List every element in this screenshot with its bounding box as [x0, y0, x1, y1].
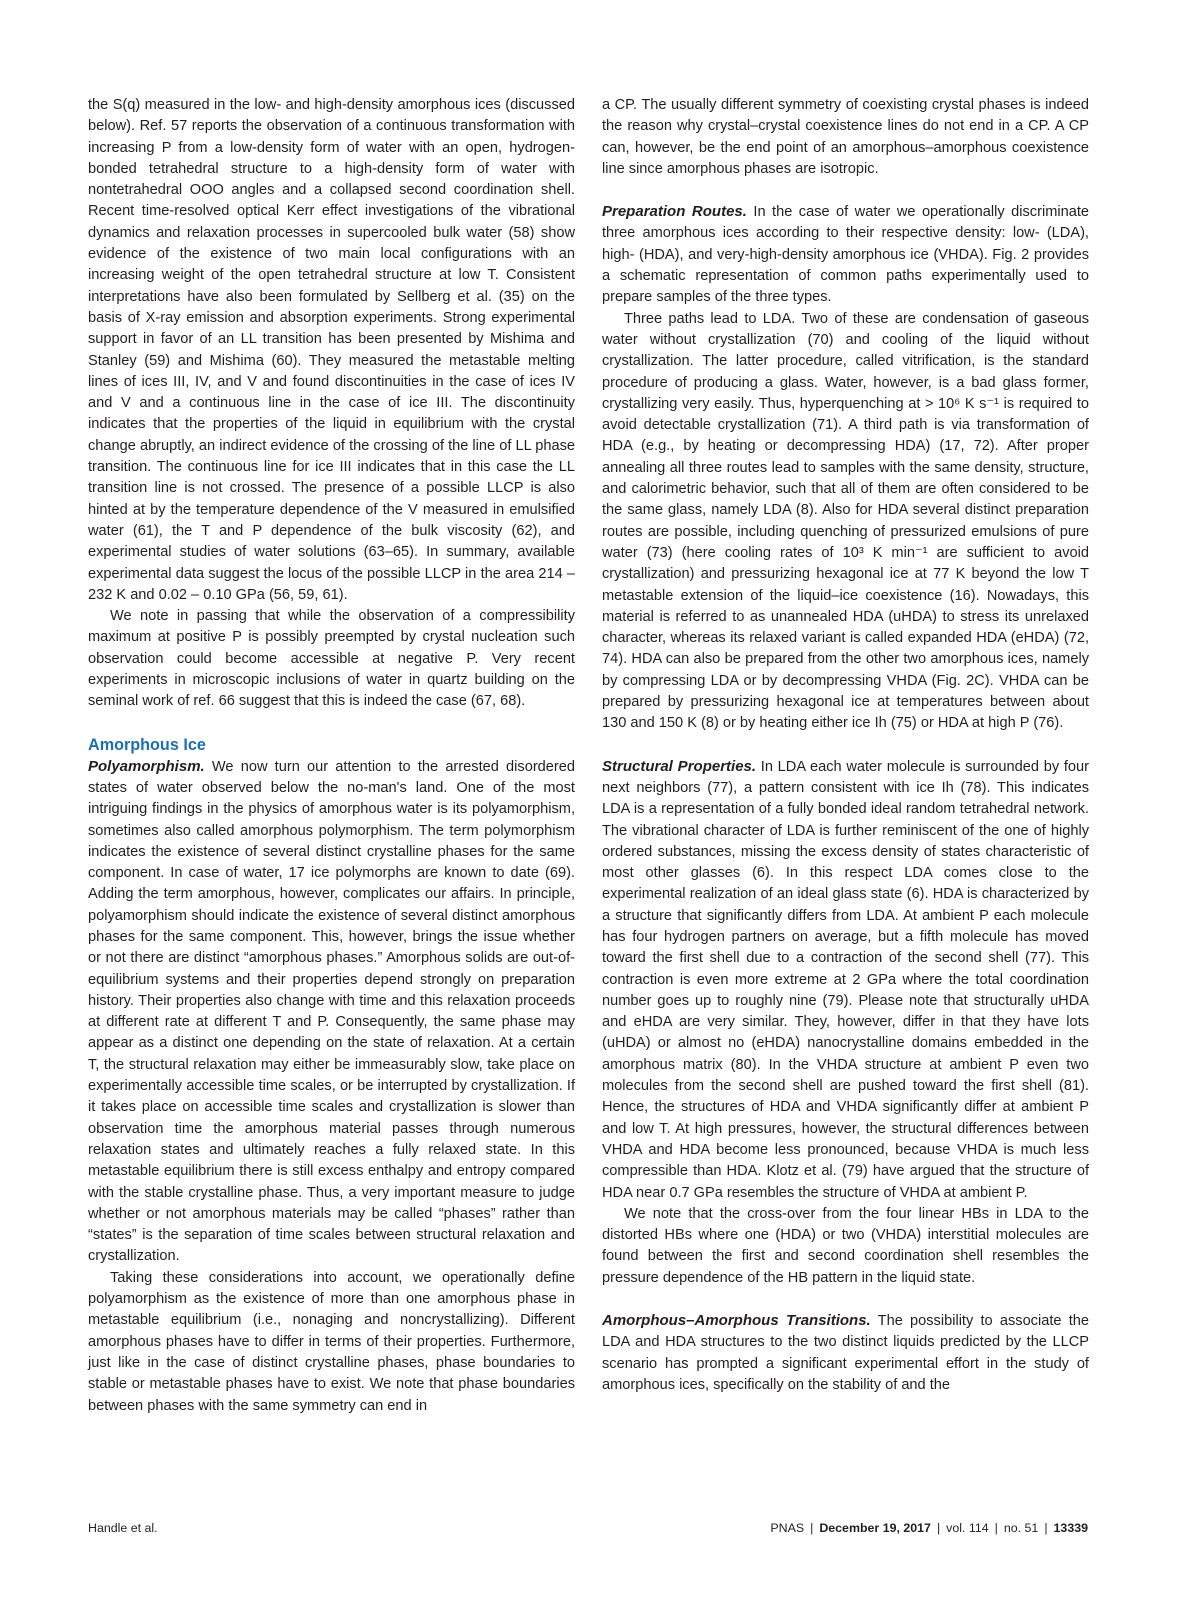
paragraph: Taking these considerations into account, we operationally define polyamorphism as the existence of more than one amorphous phase in metastable equilibrium (i.e., nonaging and noncrystallizing). Different amorphous phases have to differ in terms of their properties. Furthermore, just like in the case of distinct crystalline phases, phase boundaries to stable or metastable phases have to exist. We note that phase boundaries between phases with the same symmetry can end in: [88, 1269, 575, 1414]
paragraph-text: We now turn our attention to the arrested disordered states of water observed below the no-man's land. One of the most intriguing findings in the physics of amorphous water is its polyamorphism, sometimes also called amorphous polymorphism. The term polymorphism indicates the existence of several distinct crystalline phases for the same component. In case of water, 17 ice polymorphs are known to date (69). Adding the term amorphous, however, complicates our affairs. In principle, polyamorphism should indicate the existence of several distinct amorphous phases for the same component. This, however, brings the issue whether or not there are distinct “amorphous phases.” Amorphous solids are out-of-equilibrium systems and their properties depend strongly on preparation history. Their properties also change with time and this relaxation proceeds at different rate at different T and P. Consequently, the same phase may appear as a distinct one depending on the state of relaxation. At a certain T, the structural relaxation may either be immeasurably slow, take place on experimentally accessible time scales, or be interrupted by crystallization. If it takes place on accessible time scales and crystallization is slower than observation time the amorphous material passes through numerous relaxation states and ultimately reaches a fully relaxed state. In this metastable equilibrium there is still excess enthalpy and entropy compared with the stable crystalline phase. Thus, a very important measure to judge whether or not amorphous materials may be called “phases” rather than “states” is the separation of time scales between structural relaxation and crystallization.: [88, 758, 576, 1265]
paragraph: [602, 1310, 1089, 1396]
paragraph-text: The possibility to associate the LDA and HDA structures to the two distinct liquids predicted by the LLCP scenario has prompted a significant experimental effort in the study of amorphous ices, specifically on the stability of and the: [602, 1313, 1089, 1393]
paragraph: Three paths lead to LDA. Two of these are condensation of gaseous water without crystallization (70) and cooling of the liquid without crystallization. The latter procedure, called vitrification, is the standard procedure of producing a glass. Water, however, is a bad glass former, crystallizing very easily. Thus, hyperquenching at > 10⁶ K s⁻¹ is required to avoid detectable crystallization (71). A third path is via transformation of HDA (e.g., by heating or decompressing HDA) (17, 72). After proper annealing all three routes lead to samples with the same density, structure, and calorimetric behavior, such that all of them are often considered to be the same glass, namely LDA (8). Also for HDA several distinct preparation routes are possible, including quenching of pressurized emulsions of pure water (73) (here cooling rates of 10³ K min⁻¹ are sufficient to avoid crystallization) and pressurizing hexagonal ice at 77 K beyond the low T metastable extension of the liquid–ice coexistence (16). Nowadays, this material is referred to as unannealed HDA (uHDA) to stress its unrelaxed character, whereas its relaxed variant is called expanded HDA (eHDA) (72, 74). HDA can also be prepared from the other two amorphous ices, namely by compressing LDA or by decompressing VHDA (Fig. 2C). VHDA can be prepared by pressurizing hexagonal ice at temperatures between about 130 and 150 K (8) or by heating either ice Ih (75) or HDA at high P (76).: [602, 310, 1089, 732]
run-in-heading: Amorphous–Amorphous Transitions.: [602, 1312, 871, 1330]
footer-authors: Handle et al.: [88, 1521, 158, 1535]
volume: vol. 114: [946, 1521, 989, 1535]
journal-name: PNAS: [770, 1521, 805, 1535]
paragraph: [602, 756, 1089, 1204]
page-number: 13339: [1053, 1521, 1088, 1535]
paragraph-text: In LDA each water molecule is surrounded by four next neighbors (77), a pattern consistent with ice Ih (78). This indicates LDA is a representation of a fully bonded ideal random tetrahedral network. The vibrational character of LDA is further reminiscent of the one of highly ordered substances, missing the excess density of states characteristic of most other glasses (6). In this respect LDA comes close to the experimental realization of an ideal glass state (6). HDA is characterized by a structure that significantly differs from LDA. At ambient P each molecule has four hydrogen partners on average, but a fifth molecule has moved toward the first shell due to a contraction of the second shell (77). This contraction is even more extreme at 2 GPa where the total coordination number goes up to roughly nine (79). Please note that structurally uHDA and eHDA are very similar. They, however, differ in that they have lots (uHDA) or almost no (eHDA) nanocrystalline domains embedded in the amorphous matrix (80). In the VHDA structure at ambient P even two molecules from the second shell are pushed toward the first shell (81). Hence, the structures of HDA and VHDA significantly differ at ambient P and low T. At high pressures, however, the structural differences between VHDA and HDA become less pronounced, because VHDA is much less compressible than HDA. Klotz et al. (79) have argued that the structure of HDA near 0.7 GPa resembles the structure of VHDA at ambient P.: [602, 758, 1089, 1201]
paragraph: [88, 756, 575, 1268]
paragraph: We note that the cross-over from the four linear HBs in LDA to the distorted HBs where one (HDA) or two (VHDA) interstitial molecules are found between the first and second coordination shell resembles the pressure dependence of the HB pattern in the liquid state.: [602, 1205, 1089, 1286]
run-in-heading: Structural Properties.: [602, 757, 757, 775]
right-column: [602, 95, 1089, 1396]
paragraph: We note in passing that while the observation of a compressibility maximum at positive P is possibly preempted by crystal nucleation such observation could become accessible at negative P. Very recent experiments in microscopic inclusions of water in quartz building on the seminal work of ref. 66 suggest that this is indeed the case (67, 68).: [88, 608, 575, 710]
left-column: [88, 95, 575, 1417]
paragraph: [602, 201, 1089, 308]
run-in-heading: Preparation Routes.: [602, 203, 747, 221]
issue: no. 51: [1003, 1521, 1039, 1535]
paragraph: the S(q) measured in the low- and high-density amorphous ices (discussed below). Ref. 57 reports the observation of a continuous transformation with increasing P from a low-density form of water with an open, hydrogen-bonded tetrahedral structure to a high-density form of water with nontetrahedral OOO angles and a collapsed second coordination shell. Recent time-resolved optical Kerr effect investigations of the vibrational dynamics and relaxation processes in supercooled bulk water (58) show evidence of the existence of two main local configurations with an increasing weight of the open tetrahedral structure at low T. Consistent interpretations have also been formulated by Sellberg et al. (35) on the basis of X-ray emission and absorption experiments. Strong experimental support in favor of an LL transition has been presented by Mishima and Stanley (59) and Mishima (60). They measured the metastable melting lines of ices III, IV, and V and found discontinuities in the case of ices IV and V and a continuous line in the case of ice III. The discontinuity indicates that the properties of the liquid in equilibrium with the crystal change abruptly, an indirect evidence of the crossing of the line of LL phase transition. The continuous line for ice III indicates that in this case the LL transition line is not crossed. The presence of a possible LLCP is also hinted at by the temperature dependence of the V measured in emulsified water (61), the T and P dependence of the bulk viscosity (62), and experimental studies of water solutions (63–65). In summary, available experimental data suggest the locus of the possible LLCP in the area 214 – 232 K and 0.02 – 0.10 GPa (56, 59, 61).: [88, 97, 575, 603]
publication-date: December 19, 2017: [819, 1521, 931, 1535]
section-title: Amorphous Ice: [88, 735, 206, 754]
footer-citation: PNAS | December 19, 2017 | vol. 114 | no. 51 | 13339: [770, 1521, 1088, 1535]
run-in-heading: Polyamorphism.: [88, 757, 205, 775]
paragraph-text: In the case of water we operationally discriminate three amorphous ices according to their respective density: low- (LDA), high- (HDA), and very-high-density amorphous ice (VHDA). Fig. 2 provides a schematic representation of common paths experimentally used to prepare samples of the three types.: [602, 204, 1090, 306]
paragraph: a CP. The usually different symmetry of coexisting crystal phases is indeed the reason why crystal–crystal coexistence lines do not end in a CP. A CP can, however, be the end point of an amorphous–amorphous coexistence line since amorphous phases are isotropic.: [602, 97, 1089, 177]
